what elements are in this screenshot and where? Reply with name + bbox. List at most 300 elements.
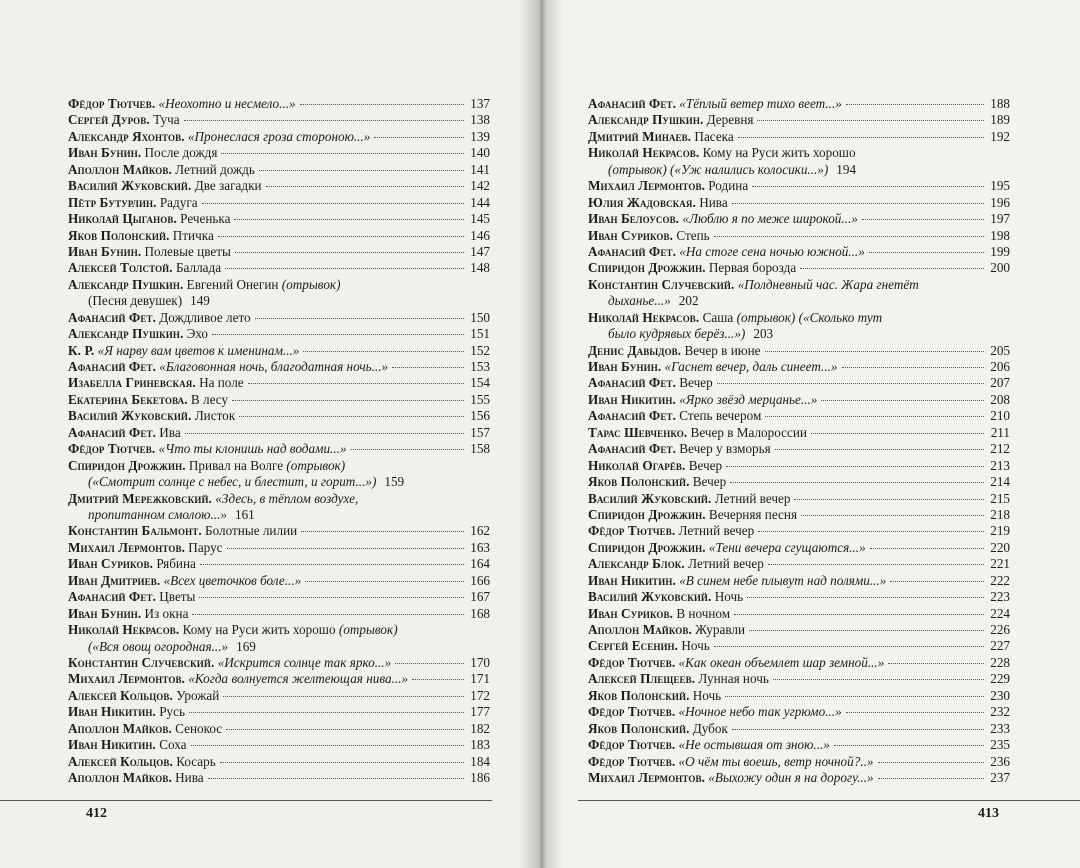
entry-page-number: 183 xyxy=(470,737,490,753)
entry-line xyxy=(68,754,490,770)
entry-line xyxy=(68,129,490,145)
entry-page-number: 215 xyxy=(990,490,1010,506)
dot-leader xyxy=(773,679,984,680)
entry-text xyxy=(588,721,728,737)
entry-page-number: 195 xyxy=(990,178,1010,194)
dot-leader xyxy=(223,696,464,697)
entry-line xyxy=(68,326,490,342)
poem-title: Журавли xyxy=(695,622,746,638)
entry-page-number: 200 xyxy=(990,260,1010,276)
dot-leader xyxy=(800,268,984,269)
entry-line xyxy=(68,195,490,211)
poem-title: Полевые цветы xyxy=(144,243,231,259)
poem-title: Нива xyxy=(175,770,204,785)
poem-title-italic: («Вся овощ огородная...» xyxy=(88,638,229,654)
entry-page-number: 156 xyxy=(470,408,490,424)
dot-leader xyxy=(846,104,984,105)
entry-line xyxy=(68,441,490,457)
author-name: Фёдор Тютчев. xyxy=(68,441,156,457)
dot-leader xyxy=(765,351,984,352)
entry-page-number: 150 xyxy=(470,309,490,325)
dot-leader xyxy=(266,186,464,187)
poem-title: Из окна xyxy=(144,605,189,621)
poem-title: Родина xyxy=(708,178,749,194)
author-name: Иван Бунин. xyxy=(588,359,662,375)
entry-text xyxy=(608,162,828,177)
toc-entry xyxy=(588,260,1010,276)
toc-entry xyxy=(588,671,1010,687)
toc-entry xyxy=(588,688,1010,704)
poem-title: Туча xyxy=(153,112,180,128)
toc-entry xyxy=(68,425,490,441)
toc-entry xyxy=(588,441,1010,457)
dot-leader xyxy=(821,400,984,401)
entry-text xyxy=(68,655,391,671)
entry-line xyxy=(588,638,1010,654)
author-name: Александр Пушкин. xyxy=(588,112,704,128)
entry-page-number: 169 xyxy=(236,638,256,654)
author-name: Александр Пушкин. xyxy=(68,276,184,292)
entry-page-number: 167 xyxy=(470,589,490,605)
entry-text xyxy=(588,638,710,654)
poem-title: Летний вечер xyxy=(678,523,755,539)
entry-line xyxy=(588,244,1010,260)
entry-line xyxy=(588,145,1010,161)
entry-text xyxy=(68,195,198,211)
entry-line xyxy=(588,671,1010,687)
entry-line xyxy=(68,277,490,293)
entry-line xyxy=(68,556,490,572)
entry-page-number: 210 xyxy=(990,408,1010,424)
author-name: Иван Бунин. xyxy=(68,605,142,621)
toc-entry xyxy=(68,408,490,424)
author-name: Дмитрий Минаев. xyxy=(588,128,692,144)
author-name: Афанасий Фет. xyxy=(588,243,676,259)
entry-page-number: 137 xyxy=(470,96,490,111)
dot-leader xyxy=(301,531,464,532)
author-name: Николай Некрасов. xyxy=(68,622,180,638)
dot-leader xyxy=(878,778,984,779)
entry-text xyxy=(68,408,235,424)
poem-title-italic: «Люблю я по меже широкой...» xyxy=(682,211,858,227)
entry-text xyxy=(588,195,728,211)
entry-text xyxy=(68,277,341,292)
entry-text xyxy=(588,507,797,523)
entry-page-number: 212 xyxy=(990,441,1010,457)
entry-text xyxy=(588,523,754,539)
poem-title-italic: («Смотрит солнце с небес, и блестит, и горит...») xyxy=(88,474,377,490)
entry-text xyxy=(588,573,886,589)
entry-line xyxy=(68,145,490,161)
entry-page-number: 152 xyxy=(470,342,490,358)
poem-title: Ночь xyxy=(692,687,722,703)
entry-text xyxy=(588,754,874,770)
toc-entry xyxy=(588,112,1010,128)
entry-text xyxy=(588,491,790,507)
dot-leader xyxy=(846,712,984,713)
poem-title-italic: «Всех цветочков боле...» xyxy=(163,572,302,588)
poem-title-italic: «Гаснет вечер, даль синеет...» xyxy=(664,359,838,375)
author-name: Алексей Кольцов. xyxy=(68,687,173,703)
author-name: Иван Суриков. xyxy=(68,556,154,572)
author-name: Иван Никитин. xyxy=(588,572,676,588)
entry-line xyxy=(588,622,1010,638)
entry-text xyxy=(588,655,884,671)
poem-title: Вечер в июне xyxy=(684,342,761,358)
author-name: Спиридон Дрожжин. xyxy=(588,506,706,522)
entry-page-number: 188 xyxy=(990,96,1010,111)
entry-page-number: 235 xyxy=(990,737,1010,753)
dot-leader xyxy=(811,433,984,434)
poem-title: Вечерняя песня xyxy=(708,506,798,522)
poem-title: Степь вечером xyxy=(679,408,762,424)
entry-page-number: 229 xyxy=(990,671,1010,687)
entry-page-number: 222 xyxy=(990,572,1010,588)
dot-leader xyxy=(300,104,464,105)
entry-text xyxy=(588,310,882,325)
entry-page-number: 149 xyxy=(190,293,210,309)
entry-line xyxy=(588,606,1010,622)
toc-entry xyxy=(68,770,490,786)
poem-title: Ива xyxy=(159,424,181,440)
entry-text xyxy=(68,737,187,753)
toc-entry xyxy=(68,491,490,524)
dot-leader xyxy=(185,433,464,434)
author-name: Сергей Есенин. xyxy=(588,638,679,654)
poem-title: Ночь xyxy=(714,589,744,605)
toc-entry xyxy=(588,589,1010,605)
entry-text xyxy=(588,671,769,687)
entry-line xyxy=(68,392,490,408)
toc-entry xyxy=(68,721,490,737)
toc-entry xyxy=(588,507,1010,523)
dot-leader xyxy=(734,614,984,615)
toc-entry xyxy=(588,425,1010,441)
entry-line xyxy=(588,556,1010,572)
entry-page-number: 146 xyxy=(470,227,490,243)
entry-line xyxy=(588,737,1010,753)
author-name: Иван Белоусов. xyxy=(588,211,680,227)
entry-page-number: 159 xyxy=(384,474,405,490)
toc-entry xyxy=(588,211,1010,227)
author-name: Иван Суриков. xyxy=(588,227,674,243)
toc-entry xyxy=(68,162,490,178)
entry-line xyxy=(68,688,490,704)
dot-leader xyxy=(220,762,464,763)
entry-text xyxy=(68,425,181,441)
toc-entry xyxy=(68,145,490,161)
dot-leader xyxy=(714,646,984,647)
dot-leader xyxy=(374,137,464,138)
author-name: Алексей Кольцов. xyxy=(68,753,173,769)
entry-line-continued xyxy=(68,293,490,309)
dot-leader xyxy=(775,449,984,450)
entry-text xyxy=(588,425,807,441)
entry-page-number: 144 xyxy=(470,194,490,210)
poem-title-italic: «Здесь, в тёплом воздухе, xyxy=(215,490,359,506)
entry-line xyxy=(588,310,1010,326)
dot-leader xyxy=(714,236,984,237)
poem-title: В ночном xyxy=(676,605,731,621)
entry-page-number: 236 xyxy=(990,753,1010,769)
entry-text xyxy=(68,260,221,276)
entry-line xyxy=(588,392,1010,408)
entry-page-number: 171 xyxy=(470,671,490,687)
poem-title: Пасека xyxy=(694,128,734,144)
entry-line xyxy=(68,737,490,753)
author-name: Юлия Жадовская. xyxy=(588,194,696,210)
dot-leader xyxy=(717,383,984,384)
author-name: Михаил Лермонтов. xyxy=(68,671,185,687)
entry-page-number: 211 xyxy=(990,424,1010,440)
author-name: Николай Некрасов. xyxy=(588,309,700,325)
entry-line-continued xyxy=(68,507,490,523)
poem-title-italic: (отрывок) xyxy=(286,457,346,473)
entry-page-number: 206 xyxy=(990,359,1010,375)
author-name: Фёдор Тютчев. xyxy=(588,523,676,539)
poem-title: Вечер в Малороссии xyxy=(690,424,807,440)
author-name: Василий Жуковский. xyxy=(68,178,192,194)
entry-text xyxy=(68,704,185,720)
footer-rule xyxy=(578,800,1080,801)
entry-line xyxy=(588,178,1010,194)
dot-leader xyxy=(232,400,464,401)
toc-entry xyxy=(588,359,1010,375)
entry-page-number: 194 xyxy=(836,161,857,177)
dot-leader xyxy=(199,597,464,598)
author-name: Иван Никитин. xyxy=(68,737,156,753)
dot-leader xyxy=(749,630,984,631)
toc-entry xyxy=(68,277,490,310)
author-name: Дмитрий Мережковский. xyxy=(68,490,212,506)
entry-page-number: 170 xyxy=(470,654,490,670)
toc-entry xyxy=(68,359,490,375)
toc-entry xyxy=(68,688,490,704)
entry-text xyxy=(88,474,376,489)
poem-title-italic: «Искрится солнце так ярко...» xyxy=(217,654,392,670)
author-name: Константин Случевский. xyxy=(68,654,215,670)
poem-title: Парус xyxy=(188,539,223,555)
poem-title-italic: «Полдневный час. Жара гнетёт xyxy=(737,276,919,292)
entry-page-number: 186 xyxy=(470,770,490,785)
poem-title: Кому на Руси жить хорошо xyxy=(182,622,336,638)
author-name: Николай Цыганов. xyxy=(68,211,177,227)
entry-page-number: 155 xyxy=(470,391,490,407)
entry-line xyxy=(588,408,1010,424)
entry-text xyxy=(88,639,228,654)
poem-title: (Песня девушек) xyxy=(88,293,183,309)
poem-title-italic: дыханье...» xyxy=(608,293,671,309)
entry-line xyxy=(68,458,490,474)
entry-page-number: 157 xyxy=(470,424,490,440)
entry-line xyxy=(68,589,490,605)
entry-page-number: 219 xyxy=(990,523,1010,539)
dot-leader xyxy=(752,186,984,187)
entry-line xyxy=(588,112,1010,128)
dot-leader xyxy=(869,252,984,253)
entry-text xyxy=(588,704,842,720)
dot-leader xyxy=(226,729,464,730)
entry-text xyxy=(68,162,255,178)
toc-entry xyxy=(588,606,1010,622)
entry-text xyxy=(68,573,301,589)
entry-line xyxy=(588,655,1010,671)
author-name: Василий Жуковский. xyxy=(588,490,712,506)
poem-title: Ночь xyxy=(681,638,710,654)
entry-line-continued xyxy=(68,474,490,490)
author-name: Михаил Лермонтов. xyxy=(68,539,185,555)
entry-line xyxy=(68,523,490,539)
poem-title: Евгений Онегин xyxy=(186,276,279,292)
author-name: Аполлон Майков. xyxy=(588,622,692,638)
entry-page-number: 208 xyxy=(990,391,1010,407)
author-name: Афанасий Фет. xyxy=(588,96,676,111)
dot-leader xyxy=(757,120,984,121)
entry-page-number: 207 xyxy=(990,375,1010,391)
dot-leader xyxy=(768,564,984,565)
entry-text xyxy=(68,112,180,128)
toc-entry xyxy=(588,277,1010,310)
dot-leader xyxy=(259,170,464,171)
entry-text xyxy=(588,343,761,359)
dot-leader xyxy=(184,120,464,121)
dot-leader xyxy=(255,318,464,319)
entry-text xyxy=(68,721,222,737)
entry-line xyxy=(68,310,490,326)
entry-page-number: 182 xyxy=(470,720,490,736)
toc-entry xyxy=(68,737,490,753)
entry-page-number: 151 xyxy=(470,326,490,342)
dot-leader xyxy=(212,334,464,335)
entry-text xyxy=(588,770,874,786)
dot-leader xyxy=(395,663,464,664)
dot-leader xyxy=(726,466,984,467)
entry-line xyxy=(68,770,490,786)
dot-leader xyxy=(758,531,984,532)
toc-entry xyxy=(68,96,490,112)
entry-page-number: 224 xyxy=(990,605,1010,621)
entry-line xyxy=(68,606,490,622)
toc-entry xyxy=(68,523,490,539)
author-name: Афанасий Фет. xyxy=(588,408,676,424)
entry-text xyxy=(88,507,227,522)
poem-title-italic: «Благовонная ночь, благодатная ночь...» xyxy=(159,359,389,375)
entry-page-number: 141 xyxy=(470,161,490,177)
toc-entry xyxy=(588,408,1010,424)
toc-entry xyxy=(68,310,490,326)
entry-text xyxy=(68,244,231,260)
entry-text xyxy=(588,441,771,457)
author-name: Алексей Толстой. xyxy=(68,260,173,276)
entry-line xyxy=(68,260,490,276)
dot-leader xyxy=(192,614,464,615)
entry-line xyxy=(68,375,490,391)
poem-title-italic: «Когда волнуется желтеющая нива...» xyxy=(188,671,409,687)
toc-entry xyxy=(588,770,1010,786)
poem-title: Баллада xyxy=(175,260,222,276)
poem-title: Первая борозда xyxy=(708,260,797,276)
entry-text xyxy=(608,326,745,341)
entry-page-number: 199 xyxy=(990,243,1010,259)
toc-entry xyxy=(68,754,490,770)
poem-title: Урожай xyxy=(176,687,220,703)
dot-leader xyxy=(801,515,984,516)
poem-title-italic: (отрывок) xyxy=(281,276,341,292)
entry-text xyxy=(68,129,370,145)
poem-title-italic: «Ночное небо так угрюмо...» xyxy=(678,704,842,720)
entry-text xyxy=(68,145,217,161)
poem-title: После дождя xyxy=(144,145,218,161)
entry-page-number: 230 xyxy=(990,687,1010,703)
entry-text xyxy=(588,606,730,622)
entry-page-number: 147 xyxy=(470,243,490,259)
poem-title-italic: «Тени вечера сгущаются...» xyxy=(708,539,866,555)
poem-title-italic: «Неохотно и несмело...» xyxy=(158,96,296,111)
author-name: Тарас Шевченко. xyxy=(588,424,688,440)
entry-line-continued xyxy=(588,293,1010,309)
author-name: Афанасий Фет. xyxy=(68,589,156,605)
toc-entry xyxy=(68,178,490,194)
poem-title: Сенокос xyxy=(175,720,223,736)
author-name: Фёдор Тютчев. xyxy=(588,753,676,769)
dot-leader xyxy=(878,762,984,763)
dot-leader xyxy=(218,236,464,237)
toc-entry xyxy=(588,195,1010,211)
author-name: К. Р. xyxy=(68,342,95,358)
entry-text xyxy=(68,622,398,637)
entry-line xyxy=(68,540,490,556)
toc-entry xyxy=(588,392,1010,408)
entry-line xyxy=(588,458,1010,474)
toc-entry xyxy=(68,458,490,491)
entry-page-number: 205 xyxy=(990,342,1010,358)
entry-page-number: 168 xyxy=(470,605,490,621)
dot-leader xyxy=(732,729,984,730)
entry-line xyxy=(588,704,1010,720)
dot-leader xyxy=(870,548,984,549)
author-name: Афанасий Фет. xyxy=(588,441,676,457)
entry-page-number: 228 xyxy=(990,654,1010,670)
author-name: Спиридон Дрожжин. xyxy=(588,539,706,555)
entry-text xyxy=(68,392,228,408)
entry-line xyxy=(588,96,1010,112)
poem-title: Листок xyxy=(194,408,236,424)
entry-line xyxy=(588,343,1010,359)
dot-leader xyxy=(189,712,464,713)
right-page xyxy=(540,0,1080,868)
entry-line xyxy=(68,491,490,507)
poem-title: Вечер xyxy=(679,375,713,391)
entry-line xyxy=(588,589,1010,605)
entry-page-number: 197 xyxy=(990,211,1010,227)
author-name: Сергей Дуров. xyxy=(68,112,150,128)
entry-text xyxy=(588,556,764,572)
dot-leader xyxy=(235,252,464,253)
author-name: Аполлон Майков. xyxy=(68,770,172,785)
toc-entry xyxy=(588,343,1010,359)
toc-list-right xyxy=(588,96,1010,786)
entry-line xyxy=(588,359,1010,375)
toc-entry xyxy=(68,326,490,342)
dot-leader xyxy=(202,203,464,204)
entry-page-number: 203 xyxy=(753,326,774,342)
author-name: Василий Жуковский. xyxy=(68,408,192,424)
dot-leader xyxy=(862,219,984,220)
dot-leader xyxy=(888,663,984,664)
toc-entry xyxy=(68,589,490,605)
toc-entry xyxy=(68,260,490,276)
toc-entry xyxy=(68,112,490,128)
